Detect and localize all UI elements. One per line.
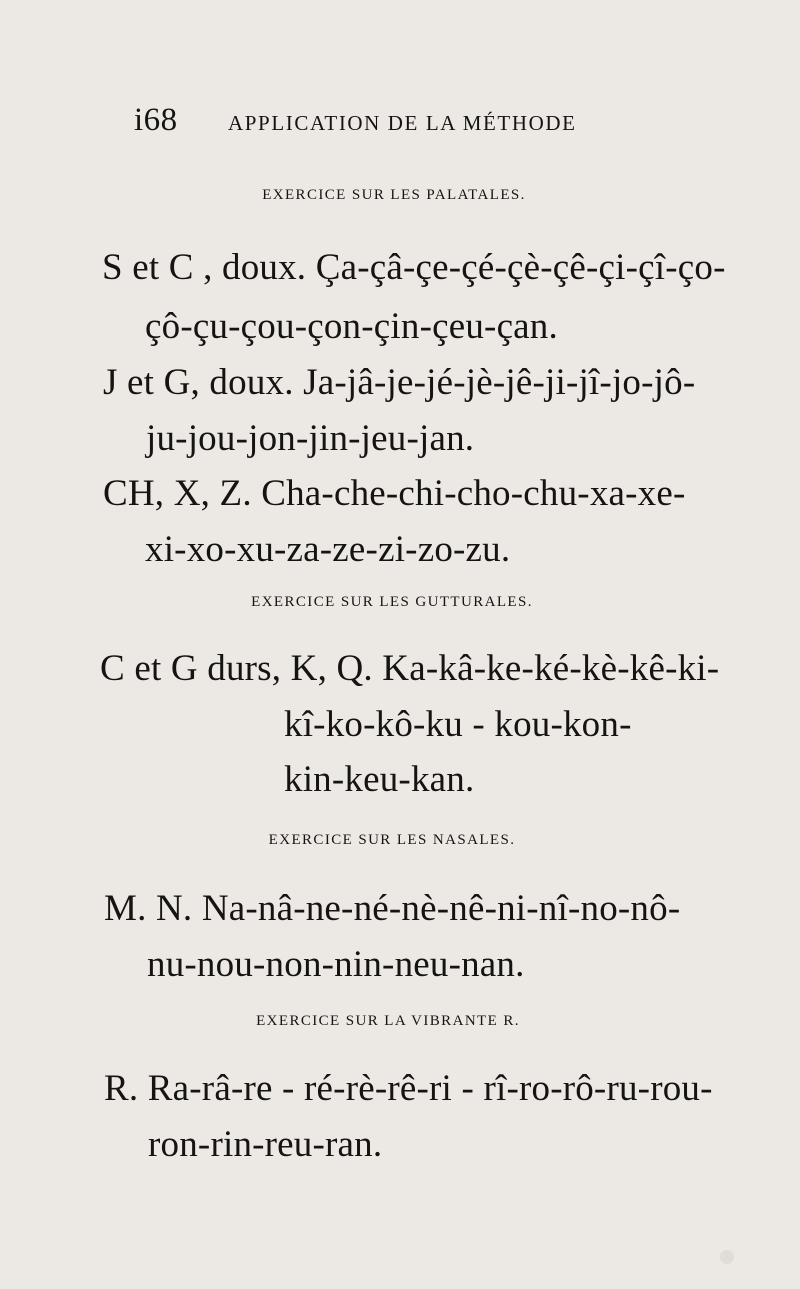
page-number: i68	[134, 102, 178, 138]
section-heading-nasales: EXERCICE SUR LES NASALES.	[268, 832, 516, 848]
text-line: M. N. Na-nâ-ne-né-nè-nê-ni-nî-no-nô-	[104, 888, 681, 929]
paper-stain	[720, 1250, 734, 1264]
text-line: çô-çu-çou-çon-çin-çeu-çan.	[145, 306, 558, 347]
text-line: C et G durs, K, Q. Ka-kâ-ke-ké-kè-kê-ki-	[100, 648, 720, 689]
section-heading-vibrante: EXERCICE SUR LA VIBRANTE R.	[256, 1013, 520, 1029]
text-line: xi-xo-xu-za-ze-zi-zo-zu.	[145, 529, 511, 570]
text-line: nu-nou-non-nin-neu-nan.	[147, 944, 525, 985]
running-head	[134, 102, 694, 142]
text-line: ju-jou-jon-jin-jeu-jan.	[146, 418, 475, 459]
text-line: CH, X, Z. Cha-che-chi-cho-chu-xa-xe-	[103, 473, 686, 514]
text-line: R. Ra-râ-re - ré-rè-rê-ri - rî-ro-rô-ru-rou-	[104, 1068, 713, 1109]
text-line: kin-keu-kan.	[284, 759, 475, 800]
text-line: J et G, doux. Ja-jâ-je-jé-jè-jê-ji-jî-jo-jô-	[103, 362, 696, 403]
text-line: kî-ko-kô-ku - kou-kon-	[284, 704, 632, 745]
section-heading-palatales: EXERCICE SUR LES PALATALES.	[262, 187, 526, 203]
text-line: ron-rin-reu-ran.	[148, 1124, 383, 1165]
text-line: S et C , doux. Ça-çâ-çe-çé-çè-çê-çi-çî-ço-	[102, 247, 726, 288]
section-heading-gutturales: EXERCICE SUR LES GUTTURALES.	[251, 594, 533, 610]
running-title: APPLICATION DE LA MÉTHODE	[228, 111, 577, 135]
